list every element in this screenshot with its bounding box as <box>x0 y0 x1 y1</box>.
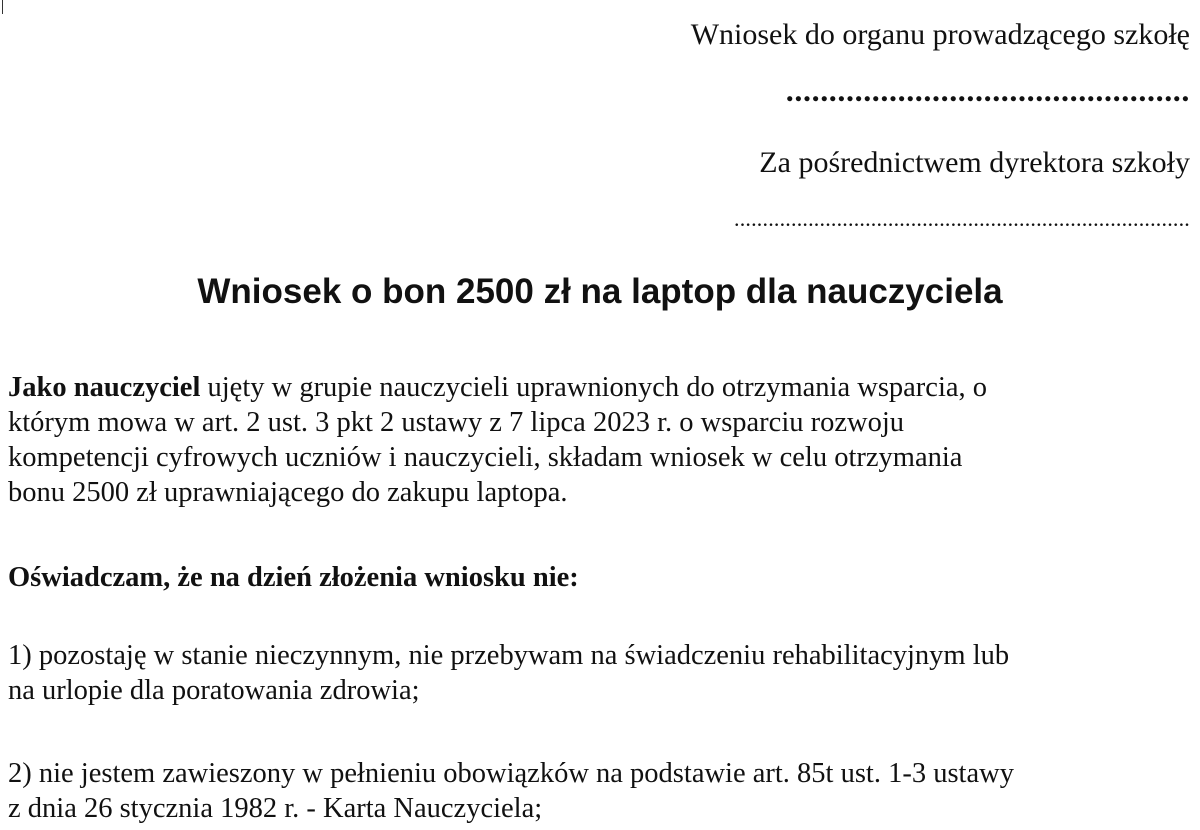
intro-line-2: którym mowa w art. 2 ust. 3 pkt 2 ustawy z 7 lipca 2023 r. o wsparciu rozwoju <box>8 407 905 438</box>
intro-line-3: kompetencji cyfrowych uczniów i nauczycieli, składam wniosek w celu otrzymania <box>8 442 963 473</box>
intro-paragraph <box>8 370 1198 510</box>
list-item-2 <box>8 756 1198 826</box>
list-item-1-line-2: na urlopie dla poratowania zdrowia; <box>8 675 420 706</box>
list-item-1-line-1: 1) pozostaję w stanie nieczynnym, nie przebywam na świadczeniu rehabilitacyjnym lub <box>8 640 1010 671</box>
recipient-blank-field: ............................................... <box>785 72 1190 108</box>
list-item-2-line-1: 2) nie jestem zawieszony w pełnieniu obowiązków na podstawie art. 85t ust. 1-3 ustawy <box>8 758 1014 789</box>
intro-bold-lead: Jako nauczyciel <box>8 372 201 403</box>
recipient-line: Wniosek do organu prowadzącego szkołę <box>690 18 1190 51</box>
director-blank-field: ................................................................................ <box>734 206 1190 231</box>
list-item-2-line-2: z dnia 26 stycznia 1982 r. - Karta Nauczyciela; <box>8 793 543 824</box>
via-director-line: Za pośrednictwem dyrektora szkoły <box>759 146 1190 179</box>
intro-line-1-rest: ujęty w grupie nauczycieli uprawnionych do otrzymania wsparcia, o <box>200 372 988 403</box>
document-title: Wniosek o bon 2500 zł na laptop dla nauczyciela <box>197 272 1003 311</box>
declaration-heading: Oświadczam, że na dzień złożenia wniosku nie: <box>8 562 579 593</box>
intro-line-1 <box>8 370 1198 405</box>
intro-line-4: bonu 2500 zł uprawniającego do zakupu laptopa. <box>8 477 568 508</box>
text-cursor <box>2 0 3 14</box>
list-item-1 <box>8 638 1198 708</box>
